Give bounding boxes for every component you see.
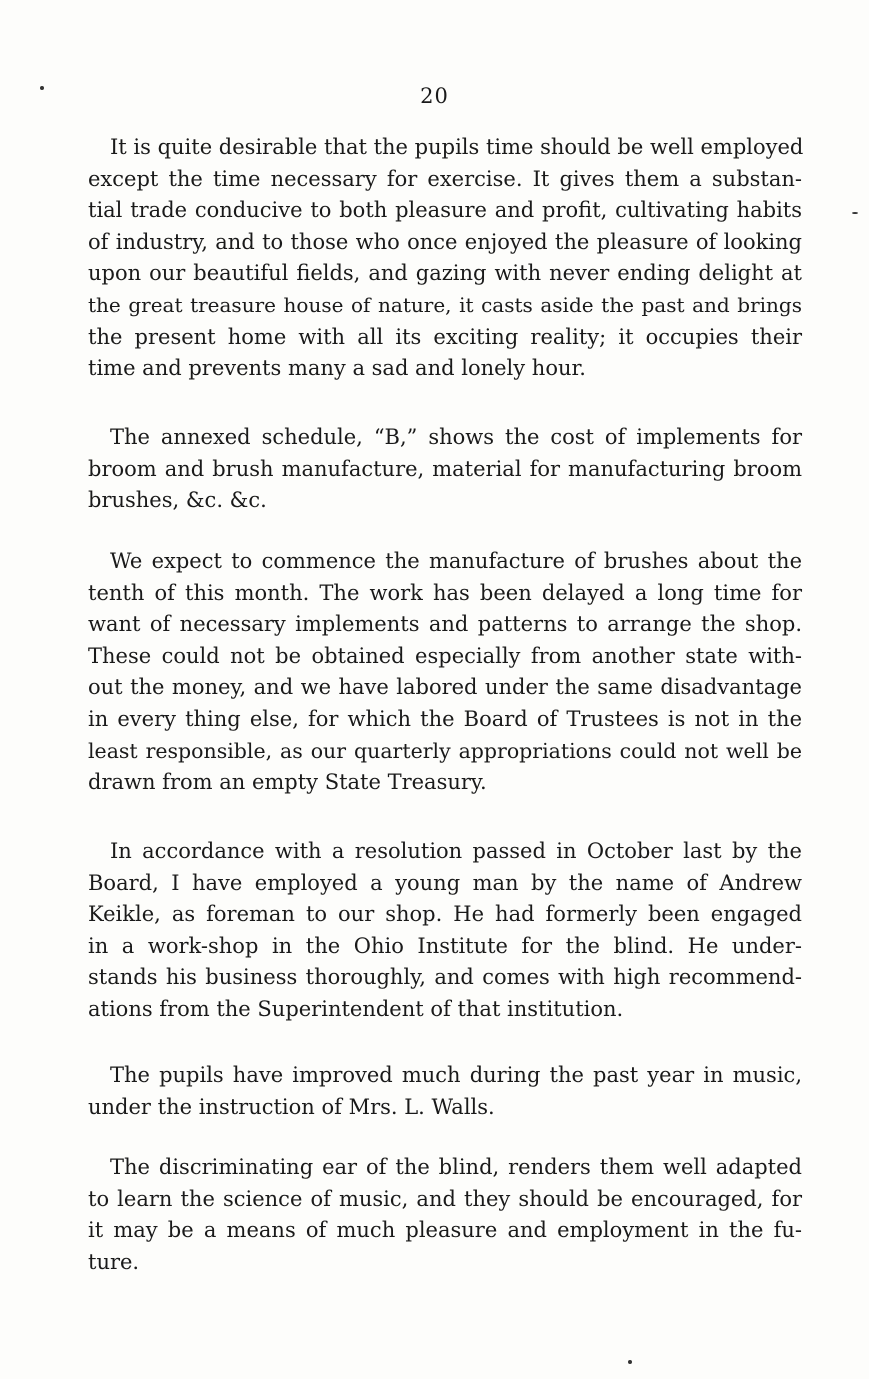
text-line: time and prevents many a sad and lonely hour. — [88, 356, 586, 381]
text-line: in every thing else, for which the Board of Trustees is not in the — [88, 706, 802, 731]
text-line: least responsible, as our quarterly appropriations could not well be — [88, 738, 802, 763]
paragraph-music-science — [88, 1152, 802, 1278]
page-number: 20 — [420, 84, 449, 108]
text-line: upon our beautiful fields, and gazing with never ending delight at — [88, 261, 802, 286]
text-line: drawn from an empty State Treasury. — [88, 770, 487, 795]
text-line: We expect to commence the manufacture of brushes about the — [110, 549, 802, 573]
text-line: The discriminating ear of the blind, renders them well adapted — [110, 1155, 802, 1179]
text-line: the great treasure house of nature, it casts aside the past and brings — [88, 292, 802, 317]
text-line: In accordance with a resolution passed in October last by the — [110, 839, 802, 863]
text-line: ture. — [88, 1249, 140, 1274]
text-line: under the instruction of Mrs. L. Walls. — [88, 1094, 495, 1119]
text-line: tial trade conducive to both pleasure and profit, cultivating habits — [88, 198, 802, 223]
text-line: Keikle, as foreman to our shop. He had formerly been engaged — [88, 902, 802, 927]
text-line: stands his business thoroughly, and comes with high recommend- — [88, 965, 802, 990]
paragraph-brush-manufacture — [88, 546, 802, 799]
text-line: The annexed schedule, “B,” shows the cost of implements for — [110, 425, 802, 449]
scan-speck — [628, 1360, 632, 1364]
text-line: ations from the Superintendent of that institution. — [88, 996, 624, 1021]
text-line: of industry, and to those who once enjoyed the pleasure of looking — [88, 229, 802, 254]
scan-speck — [852, 212, 858, 214]
text-line: broom and brush manufacture, material for manufacturing broom — [88, 456, 802, 481]
paragraph-foreman — [88, 836, 802, 1026]
text-line: want of necessary implements and patterns to arrange the shop. — [88, 612, 802, 637]
text-line: out the money, and we have labored under the same disadvantage — [88, 675, 802, 700]
text-line: brushes, &c. &c. — [88, 488, 267, 513]
text-line: Board, I have employed a young man by the name of Andrew — [88, 870, 802, 895]
text-line: The pupils have improved much during the past year in music, — [110, 1063, 802, 1087]
text-line: tenth of this month. The work has been delayed a long time for — [88, 580, 802, 605]
text-line: except the time necessary for exercise. It gives them a substan- — [88, 166, 802, 191]
text-line: it may be a means of much pleasure and employment in the fu- — [88, 1218, 802, 1243]
text-line: the present home with all its exciting reality; it occupies their — [88, 324, 802, 349]
text-line: It is quite desirable that the pupils time should be well employed — [110, 135, 804, 159]
text-line: in a work-shop in the Ohio Institute for the blind. He under- — [88, 933, 802, 958]
text-line: These could not be obtained especially from another state with- — [88, 643, 802, 668]
scan-speck — [40, 86, 44, 90]
text-line: to learn the science of music, and they should be encouraged, for — [88, 1186, 802, 1211]
paragraph-pupils-employment — [88, 132, 802, 385]
paragraph-schedule-b — [88, 422, 802, 517]
paragraph-music-improvement — [88, 1060, 802, 1123]
